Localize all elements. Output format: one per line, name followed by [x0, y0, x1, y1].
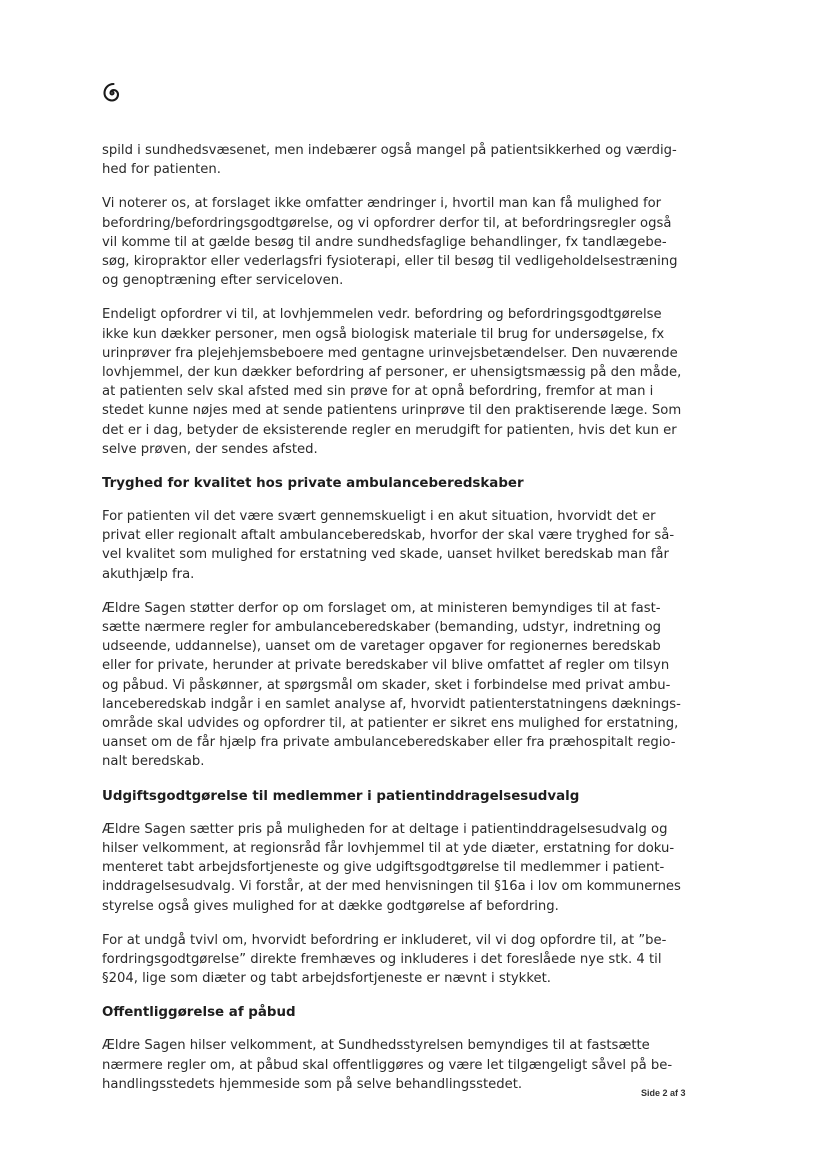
- paragraph: Ældre Sagen hilser velkomment, at Sundhedsstyrelsen bemyndiges til at fastsætte nærmere regler om, at påbud skal offentliggøres og være let tilgængeligt såvel på be- handlingsstedets hjemmeside som på selve behandlingsstedet.: [102, 1038, 673, 1092]
- paragraph: For patienten vil det være svært gennemskueligt i en akut situation, hvorvidt det er privat eller regionalt aftalt ambulanceberedskab, hvorfor der skal være tryghed for så- vel kvalitet som mulighed for erstatning ved skade, uanset hvilket beredskab man får akuthjælp fra.: [102, 509, 675, 582]
- section-heading-expenses: Udgiftsgodtgørelse til medlemmer i patientinddragelsesudvalg: [102, 788, 580, 804]
- paragraph: Endeligt opfordrer vi til, at lovhjemmelen vedr. befordring og befordringsgodtgørelse ikke kun dækker personer, men også biologisk materiale til brug for undersøgelse, fx urinprøver fra plejehjemsbeboere med gentagne urinvejsbetændelser. Den nuværende lovhjemmel, der kun dækker befordring af personer, er uhensigtsmæssig på den måde, at patienten selv skal afsted med sin prøve for at opnå befordring, fremfor at man i stedet kunne nøjes med at sende patientens urinprøve til den praktiserende læge. Som det er i dag, betyder de eksisterende regler en merudgift for patienten, hvis det kun er selve prøven, der sendes afsted.: [102, 307, 682, 457]
- paragraph: Vi noterer os, at forslaget ikke omfatter ændringer i, hvortil man kan få mulighed for befordring/befordringsgodtgørelse, og vi opfordrer derfor til, at befordringsregler også vil komme til at gælde besøg til andre sundhedsfaglige behandlinger, fx tandlægebe- søg, kiropraktor eller vederlagsfri fysioterapi, eller til besøg til vedligeholdelsestræning og genoptræning efter serviceloven.: [102, 196, 678, 289]
- spiral-logo-icon: [101, 82, 123, 104]
- paragraph: For at undgå tvivl om, hvorvidt befordring er inkluderet, vil vi dog opfordre til, at ”be- fordringsgodtgørelse” direkte fremhæves og inkluderes i det foreslåede nye stk. 4 til §204, lige som diæter og tabt arbejdsfortjeneste er nævnt i stykket.: [102, 932, 667, 987]
- page-number: Side 2 af 3: [641, 1088, 686, 1098]
- section-heading-ambulance: Tryghed for kvalitet hos private ambulanceberedskaber: [102, 476, 524, 492]
- paragraph: Ældre Sagen sætter pris på muligheden for at deltage i patientinddragelsesudvalg og hilser velkomment, at regionsråd får lovhjemmel til at yde diæter, erstatning for doku- menteret tabt arbejdsfortjeneste og give udgiftsgodtgørelse til medlemmer i patient- inddragelsesudvalg. Vi forstår, at der med henvisningen til §16a i lov om kommunernes styrelse også gives mulighed for at dække godtgørelse af befordring.: [102, 821, 681, 914]
- document-body: [102, 141, 692, 1094]
- paragraph: Ældre Sagen støtter derfor op om forslaget om, at ministeren bemyndiges til at fast- sætte nærmere regler for ambulanceberedskaber (bemanding, udstyr, indretning og udseende, uddannelse), uanset om de varetager opgaver for regionernes beredskab eller for private, herunder at private beredskaber vil blive omfattet af regler om tilsyn og påbud. Vi påskønner, at spørgsmål om skader, sket i forbindelse med privat ambu- lanceberedskab indgår i en samlet analyse af, hvorvidt patienterstatningens dæknings- område skal udvides og opfordrer til, at patienter er sikret ens mulighed for erstatning, uanset om de får hjælp fra private ambulanceberedskaber eller fra præhospitalt regio- nalt beredskab.: [102, 600, 681, 770]
- section-heading-publication: Offentliggørelse af påbud: [102, 1005, 296, 1021]
- paragraph: spild i sundhedsvæsenet, men indebærer også mangel på patientsikkerhed og værdig- hed for patienten.: [102, 143, 677, 178]
